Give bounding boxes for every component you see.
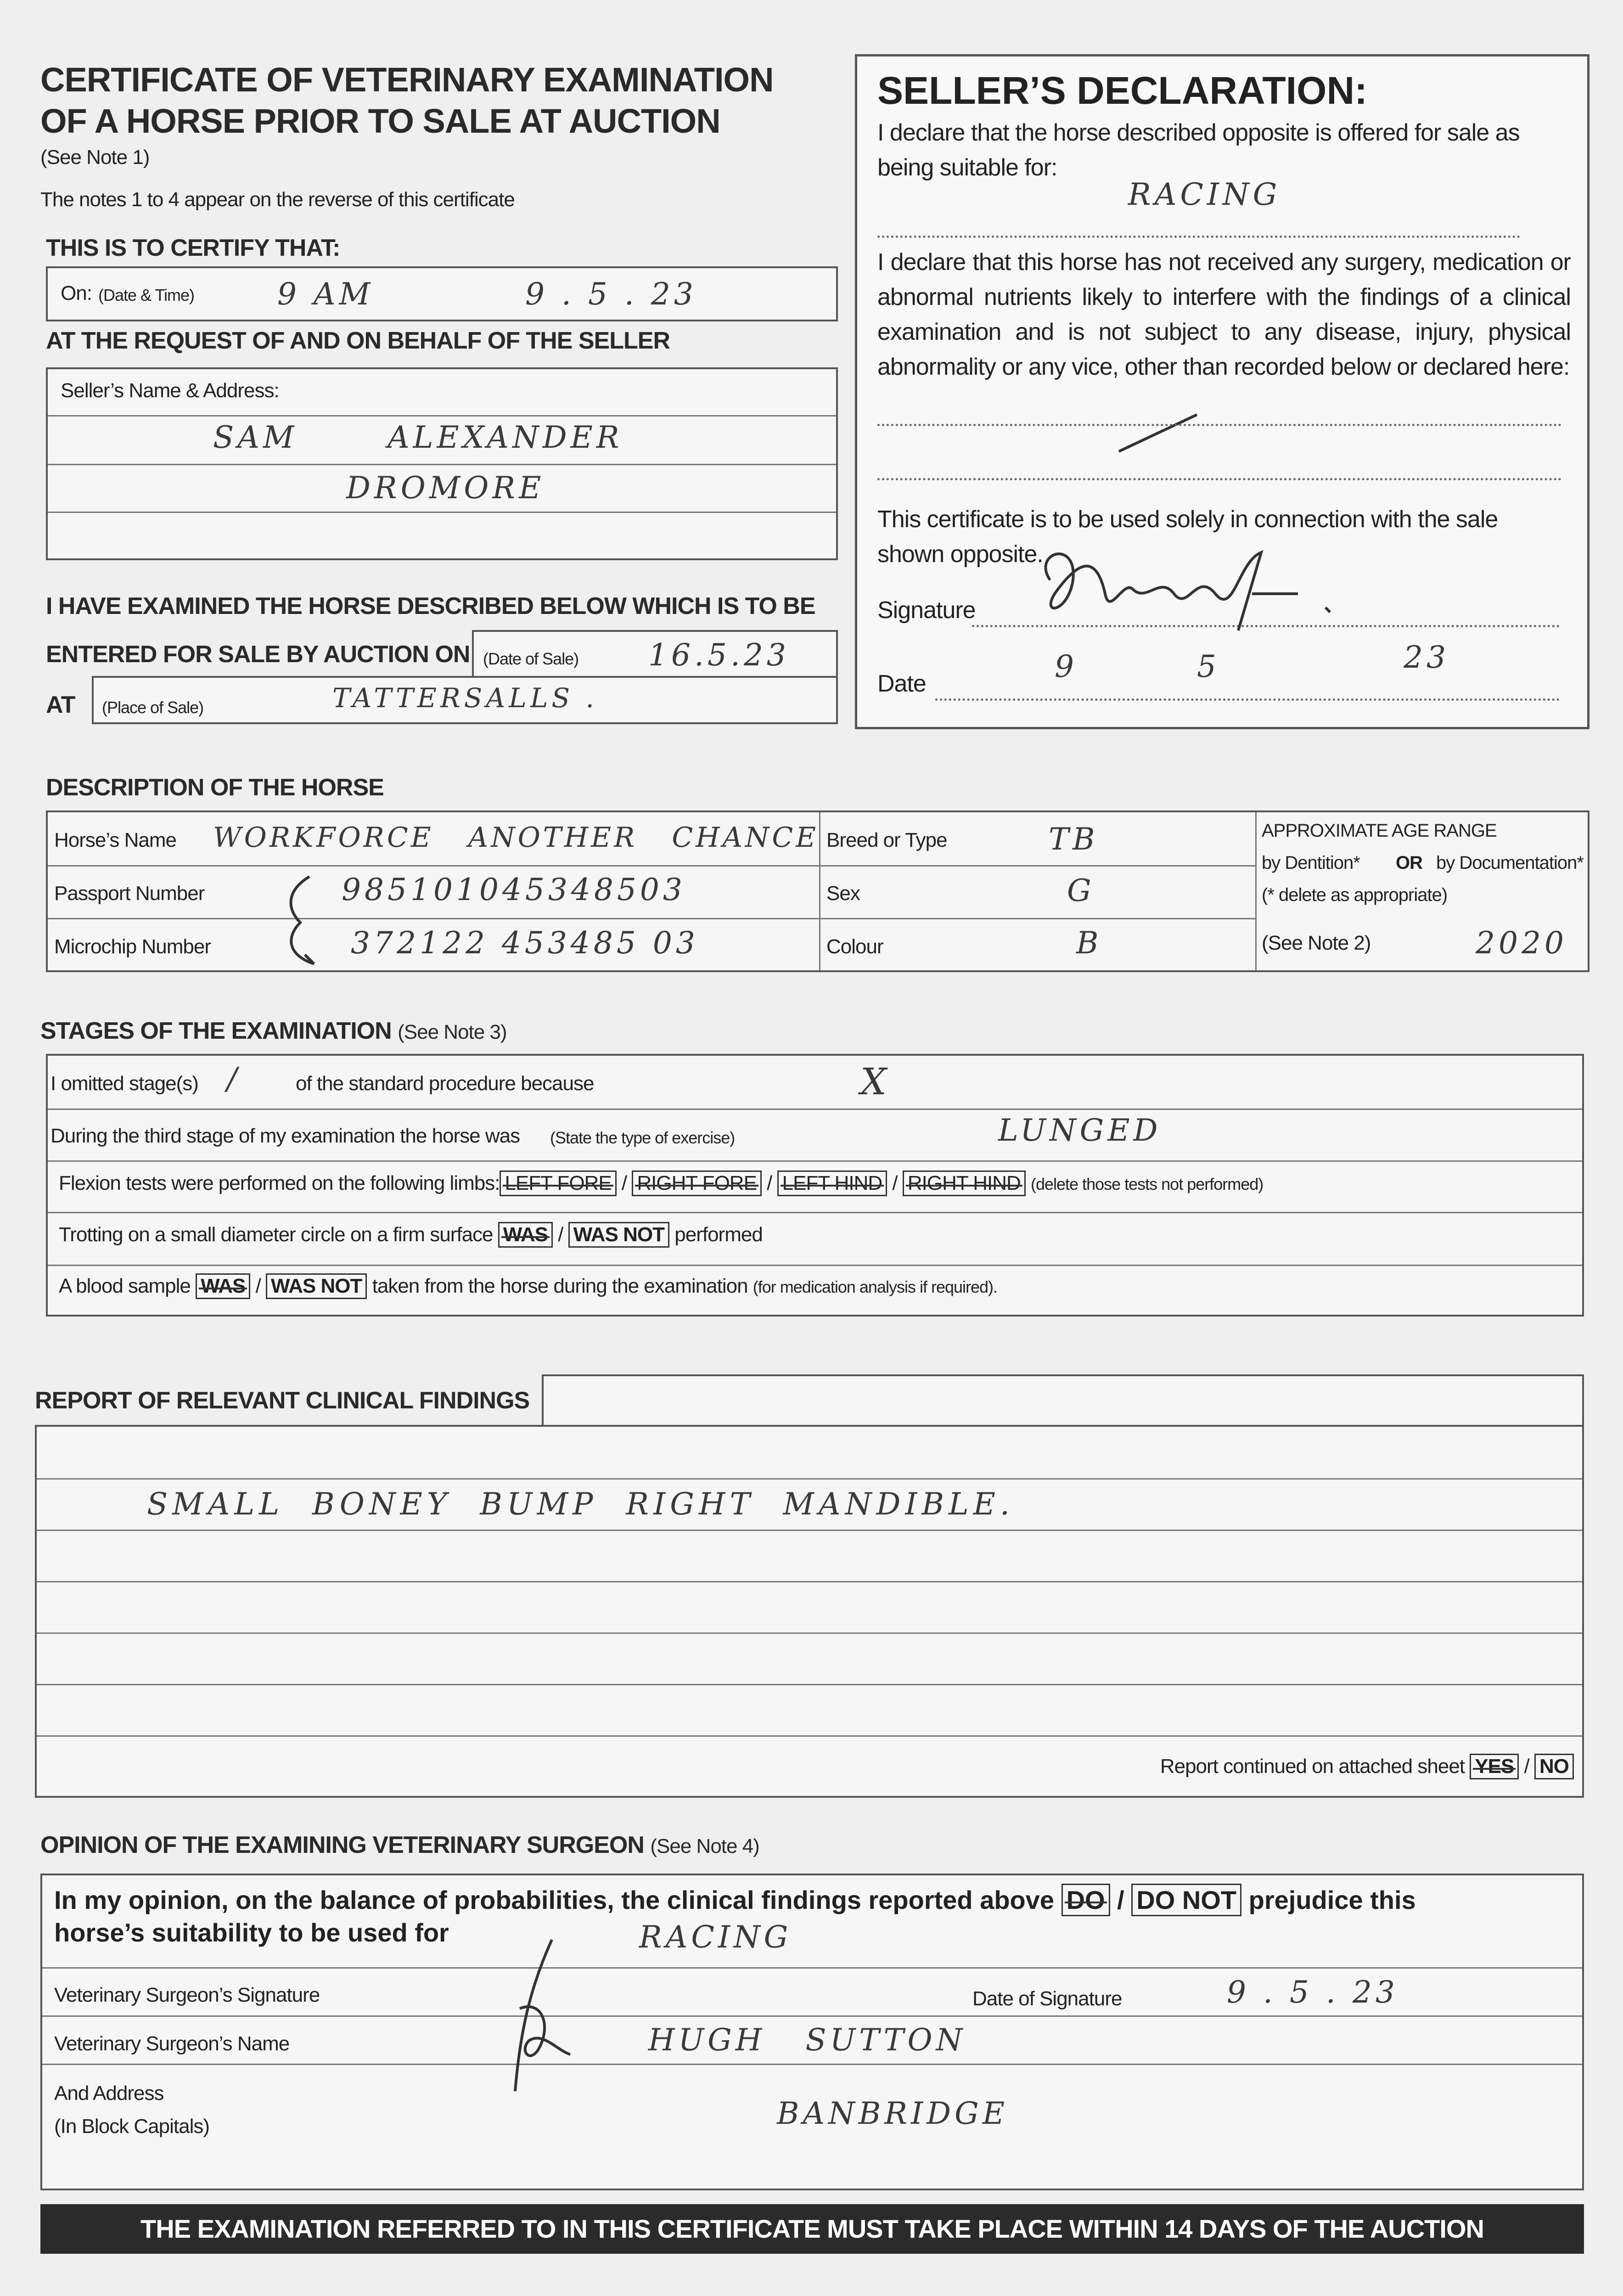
divider bbox=[37, 1581, 1582, 1582]
divider bbox=[37, 1735, 1582, 1737]
flexion-left-fore[interactable]: LEFT FORE bbox=[500, 1171, 616, 1196]
dotted-line bbox=[935, 698, 1560, 701]
report-continued-no[interactable]: NO bbox=[1534, 1754, 1574, 1779]
dotted-line bbox=[877, 478, 1561, 480]
date-of-sale-value: 16.5.23 bbox=[648, 637, 790, 673]
opinion-heading bbox=[40, 1831, 759, 1859]
divider bbox=[48, 1212, 1582, 1213]
blood-was-not[interactable]: WAS NOT bbox=[266, 1273, 367, 1299]
vet-address-sublabel: (In Block Capitals) bbox=[54, 2115, 210, 2138]
opinion-text-1: In my opinion, on the balance of probabilities, the clinical findings reported above bbox=[54, 1885, 1055, 1914]
seller-first-name: SAM bbox=[213, 420, 298, 455]
divider bbox=[48, 1109, 1582, 1110]
opinion-use-value: RACING bbox=[639, 1919, 792, 1955]
third-stage-note: (State the type of exercise) bbox=[550, 1128, 735, 1147]
passport-label: Passport Number bbox=[54, 882, 205, 905]
seller-date-month: 5 bbox=[1197, 649, 1220, 684]
flexion-right-fore[interactable]: RIGHT FORE bbox=[632, 1171, 762, 1196]
date-of-sale-label: (Date of Sale) bbox=[483, 649, 579, 668]
clinical-finding-text: SMALL BONEY BUMP RIGHT MANDIBLE. bbox=[147, 1486, 1014, 1522]
slash: / bbox=[621, 1172, 627, 1194]
exam-date-value: 9 . 5 . 23 bbox=[525, 276, 697, 312]
opinion-statement-line1 bbox=[54, 1884, 1416, 1916]
divider bbox=[48, 512, 836, 513]
seller-date-year: 23 bbox=[1404, 640, 1449, 675]
date-of-signature-label: Date of Signature bbox=[972, 1987, 1122, 2010]
seller-name-address-field[interactable] bbox=[46, 367, 838, 560]
slash: / bbox=[767, 1172, 772, 1194]
third-stage-value: LUNGED bbox=[998, 1113, 1162, 1148]
colour-value: B bbox=[1076, 925, 1102, 961]
omitted-label: I omitted stage(s) bbox=[51, 1072, 198, 1095]
report-continued-label: Report continued on attached sheet bbox=[1160, 1755, 1465, 1778]
date-of-sale-field[interactable] bbox=[472, 630, 838, 678]
divider bbox=[37, 1632, 1582, 1634]
stages-heading bbox=[40, 1017, 507, 1045]
stages-heading-note: (See Note 3) bbox=[398, 1021, 507, 1043]
opinion-do-not[interactable]: DO NOT bbox=[1131, 1884, 1241, 1916]
flexion-left-hind[interactable]: LEFT HIND bbox=[777, 1171, 887, 1196]
divider bbox=[42, 2064, 1582, 2065]
notes-reference: The notes 1 to 4 appear on the reverse of this certificate bbox=[40, 188, 515, 211]
age-see-note: (See Note 2) bbox=[1262, 932, 1371, 954]
divider bbox=[42, 2015, 1582, 2017]
age-delete-note: (* delete as appropriate) bbox=[1262, 885, 1448, 905]
vet-name-value: HUGH SUTTON bbox=[648, 2022, 966, 2058]
slash: / bbox=[892, 1172, 898, 1194]
horse-description-table bbox=[46, 810, 1589, 972]
sex-value: G bbox=[1067, 873, 1095, 908]
colour-label: Colour bbox=[826, 935, 883, 958]
divider bbox=[37, 1530, 1582, 1531]
certificate-title-line1: CERTIFICATE OF VETERINARY EXAMINATION bbox=[40, 61, 774, 99]
age-documentation: by Documentation* bbox=[1436, 853, 1584, 873]
horse-name-value: WORKFORCE ANOTHER CHANCE bbox=[213, 822, 819, 854]
slash: / bbox=[255, 1275, 261, 1297]
blood-suffix: taken from the horse during the examination bbox=[372, 1275, 748, 1297]
flexion-note: (delete those tests not performed) bbox=[1030, 1175, 1264, 1193]
flexion-label: Flexion tests were performed on the following limbs: bbox=[59, 1172, 500, 1194]
vet-name-label: Veterinary Surgeon’s Name bbox=[54, 2032, 290, 2055]
divider bbox=[1255, 812, 1257, 970]
description-heading: DESCRIPTION OF THE HORSE bbox=[46, 774, 384, 801]
certify-heading: THIS IS TO CERTIFY THAT: bbox=[46, 235, 340, 261]
seller-signature[interactable] bbox=[1022, 525, 1371, 635]
opinion-text-2: prejudice this bbox=[1248, 1885, 1416, 1914]
age-dentition: by Dentition* bbox=[1262, 853, 1360, 873]
passport-value: 985101045348503 bbox=[342, 872, 686, 907]
declaration-para1: I declare that the horse described opposite is offered for sale as being suitable for: bbox=[877, 119, 1520, 181]
divider bbox=[48, 415, 836, 416]
trotting-was-not[interactable]: WAS NOT bbox=[568, 1222, 669, 1248]
seller-request-heading: AT THE REQUEST OF AND ON BEHALF OF THE SELLER bbox=[46, 327, 670, 354]
divider bbox=[48, 1265, 1582, 1266]
declaration-para2: I declare that this horse has not received any surgery, medication or abnormal nutrients likely to interfere with the findings of a clinical examination and is not subject to any disease, injury, physical abnormality or any vice, other than recorded below or declared here: bbox=[877, 249, 1571, 380]
divider bbox=[48, 865, 1255, 867]
divider bbox=[37, 1684, 1582, 1685]
seller-name-label: Seller’s Name & Address: bbox=[61, 379, 279, 402]
report-header-box bbox=[542, 1374, 1584, 1425]
opinion-box bbox=[40, 1874, 1584, 2190]
opinion-text-3: horse’s suitability to be used for bbox=[54, 1918, 449, 1947]
seller-last-name: ALEXANDER bbox=[387, 420, 623, 455]
opinion-heading-note: (See Note 4) bbox=[650, 1835, 759, 1857]
place-of-sale-label: (Place of Sale) bbox=[102, 698, 204, 717]
vet-signature[interactable] bbox=[501, 1935, 584, 2100]
microchip-value: 372122 453485 03 bbox=[351, 925, 699, 961]
report-continued-yes[interactable]: YES bbox=[1470, 1754, 1519, 1779]
vet-signature-label: Veterinary Surgeon’s Signature bbox=[54, 1984, 320, 2006]
place-of-sale-value: TATTERSALLS . bbox=[332, 682, 598, 714]
flexion-row bbox=[59, 1171, 1263, 1196]
date-time-field[interactable] bbox=[46, 266, 838, 321]
opinion-heading-text: OPINION OF THE EXAMINING VETERINARY SURGEON bbox=[40, 1832, 644, 1858]
dotted-line bbox=[877, 424, 1561, 426]
bracket-mark bbox=[277, 872, 332, 973]
third-stage-label: During the third stage of my examination the horse was bbox=[51, 1125, 520, 1147]
age-or: OR bbox=[1396, 853, 1422, 873]
microchip-label: Microchip Number bbox=[54, 935, 211, 958]
report-heading: REPORT OF RELEVANT CLINICAL FINDINGS bbox=[35, 1387, 530, 1414]
omitted-suffix: of the standard procedure because bbox=[296, 1072, 594, 1095]
certificate-title-line2: OF A HORSE PRIOR TO SALE AT AUCTION bbox=[40, 102, 720, 140]
divider bbox=[48, 918, 1255, 919]
divider bbox=[819, 812, 820, 970]
seller-signature-label: Signature bbox=[877, 597, 976, 624]
divider bbox=[48, 1160, 1582, 1162]
declaration-para3: This certificate is to be used solely in connection with the sale shown opposite. bbox=[877, 506, 1498, 568]
sex-label: Sex bbox=[826, 882, 860, 905]
flexion-right-hind[interactable]: RIGHT HIND bbox=[903, 1171, 1026, 1196]
breed-label: Breed or Type bbox=[826, 829, 947, 851]
suitable-for-value: RACING bbox=[1128, 177, 1281, 212]
see-note-1: (See Note 1) bbox=[40, 146, 150, 169]
clinical-findings-field[interactable] bbox=[35, 1425, 1584, 1798]
vet-address-value: BANBRIDGE bbox=[777, 2096, 1008, 2131]
trotting-row bbox=[59, 1222, 763, 1248]
slash: / bbox=[1117, 1885, 1124, 1914]
slash: / bbox=[1524, 1755, 1529, 1778]
seller-declaration-title: SELLER’S DECLARATION: bbox=[877, 69, 1368, 112]
place-of-sale-field[interactable] bbox=[92, 676, 838, 724]
opinion-do[interactable]: DO bbox=[1061, 1884, 1110, 1916]
divider bbox=[48, 464, 836, 465]
exam-time-value: 9 AM bbox=[277, 276, 374, 312]
trotting-label: Trotting on a small diameter circle on a firm surface bbox=[59, 1223, 493, 1246]
vet-address-label: And Address bbox=[54, 2082, 164, 2105]
date-time-sublabel: (Date & Time) bbox=[98, 286, 195, 304]
breed-value: TB bbox=[1049, 822, 1099, 857]
date-of-signature-value: 9 . 5 . 23 bbox=[1227, 1975, 1398, 2010]
seller-address: DROMORE bbox=[346, 470, 545, 506]
divider bbox=[37, 1478, 1582, 1480]
seller-declaration-box bbox=[855, 54, 1589, 729]
trotting-performed: performed bbox=[674, 1223, 763, 1246]
age-heading: APPROXIMATE AGE RANGE bbox=[1262, 821, 1497, 841]
sale-statement-line1: I HAVE EXAMINED THE HORSE DESCRIBED BELOW WHICH IS TO BE bbox=[46, 593, 815, 619]
divider bbox=[42, 1967, 1582, 1969]
footer-banner: THE EXAMINATION REFERRED TO IN THIS CERTIFICATE MUST TAKE PLACE WITHIN 14 DAYS OF THE AUCTION bbox=[40, 2204, 1584, 2254]
trotting-was[interactable]: WAS bbox=[498, 1222, 553, 1248]
dotted-line bbox=[877, 236, 1520, 238]
age-value: 2020 bbox=[1476, 925, 1567, 961]
sale-statement-line2: ENTERED FOR SALE BY AUCTION ON bbox=[46, 641, 470, 668]
omitted-stage-value: / bbox=[227, 1061, 241, 1097]
seller-date-label: Date bbox=[877, 670, 926, 697]
horse-name-label: Horse’s Name bbox=[54, 829, 176, 851]
at-label: AT bbox=[46, 692, 75, 718]
stages-table bbox=[46, 1054, 1584, 1317]
blood-row bbox=[59, 1273, 997, 1299]
seller-date-day: 9 bbox=[1055, 649, 1078, 684]
omitted-reason-value: X bbox=[860, 1060, 890, 1103]
report-continued-row bbox=[1160, 1754, 1574, 1779]
blood-note: (for medication analysis if required). bbox=[753, 1277, 998, 1296]
blood-was[interactable]: WAS bbox=[196, 1273, 250, 1299]
slash: / bbox=[558, 1223, 563, 1246]
stages-heading-text: STAGES OF THE EXAMINATION bbox=[40, 1018, 392, 1044]
declaration-tick-mark bbox=[1114, 405, 1206, 461]
blood-label: A blood sample bbox=[59, 1275, 191, 1297]
on-label: On: bbox=[61, 282, 92, 304]
